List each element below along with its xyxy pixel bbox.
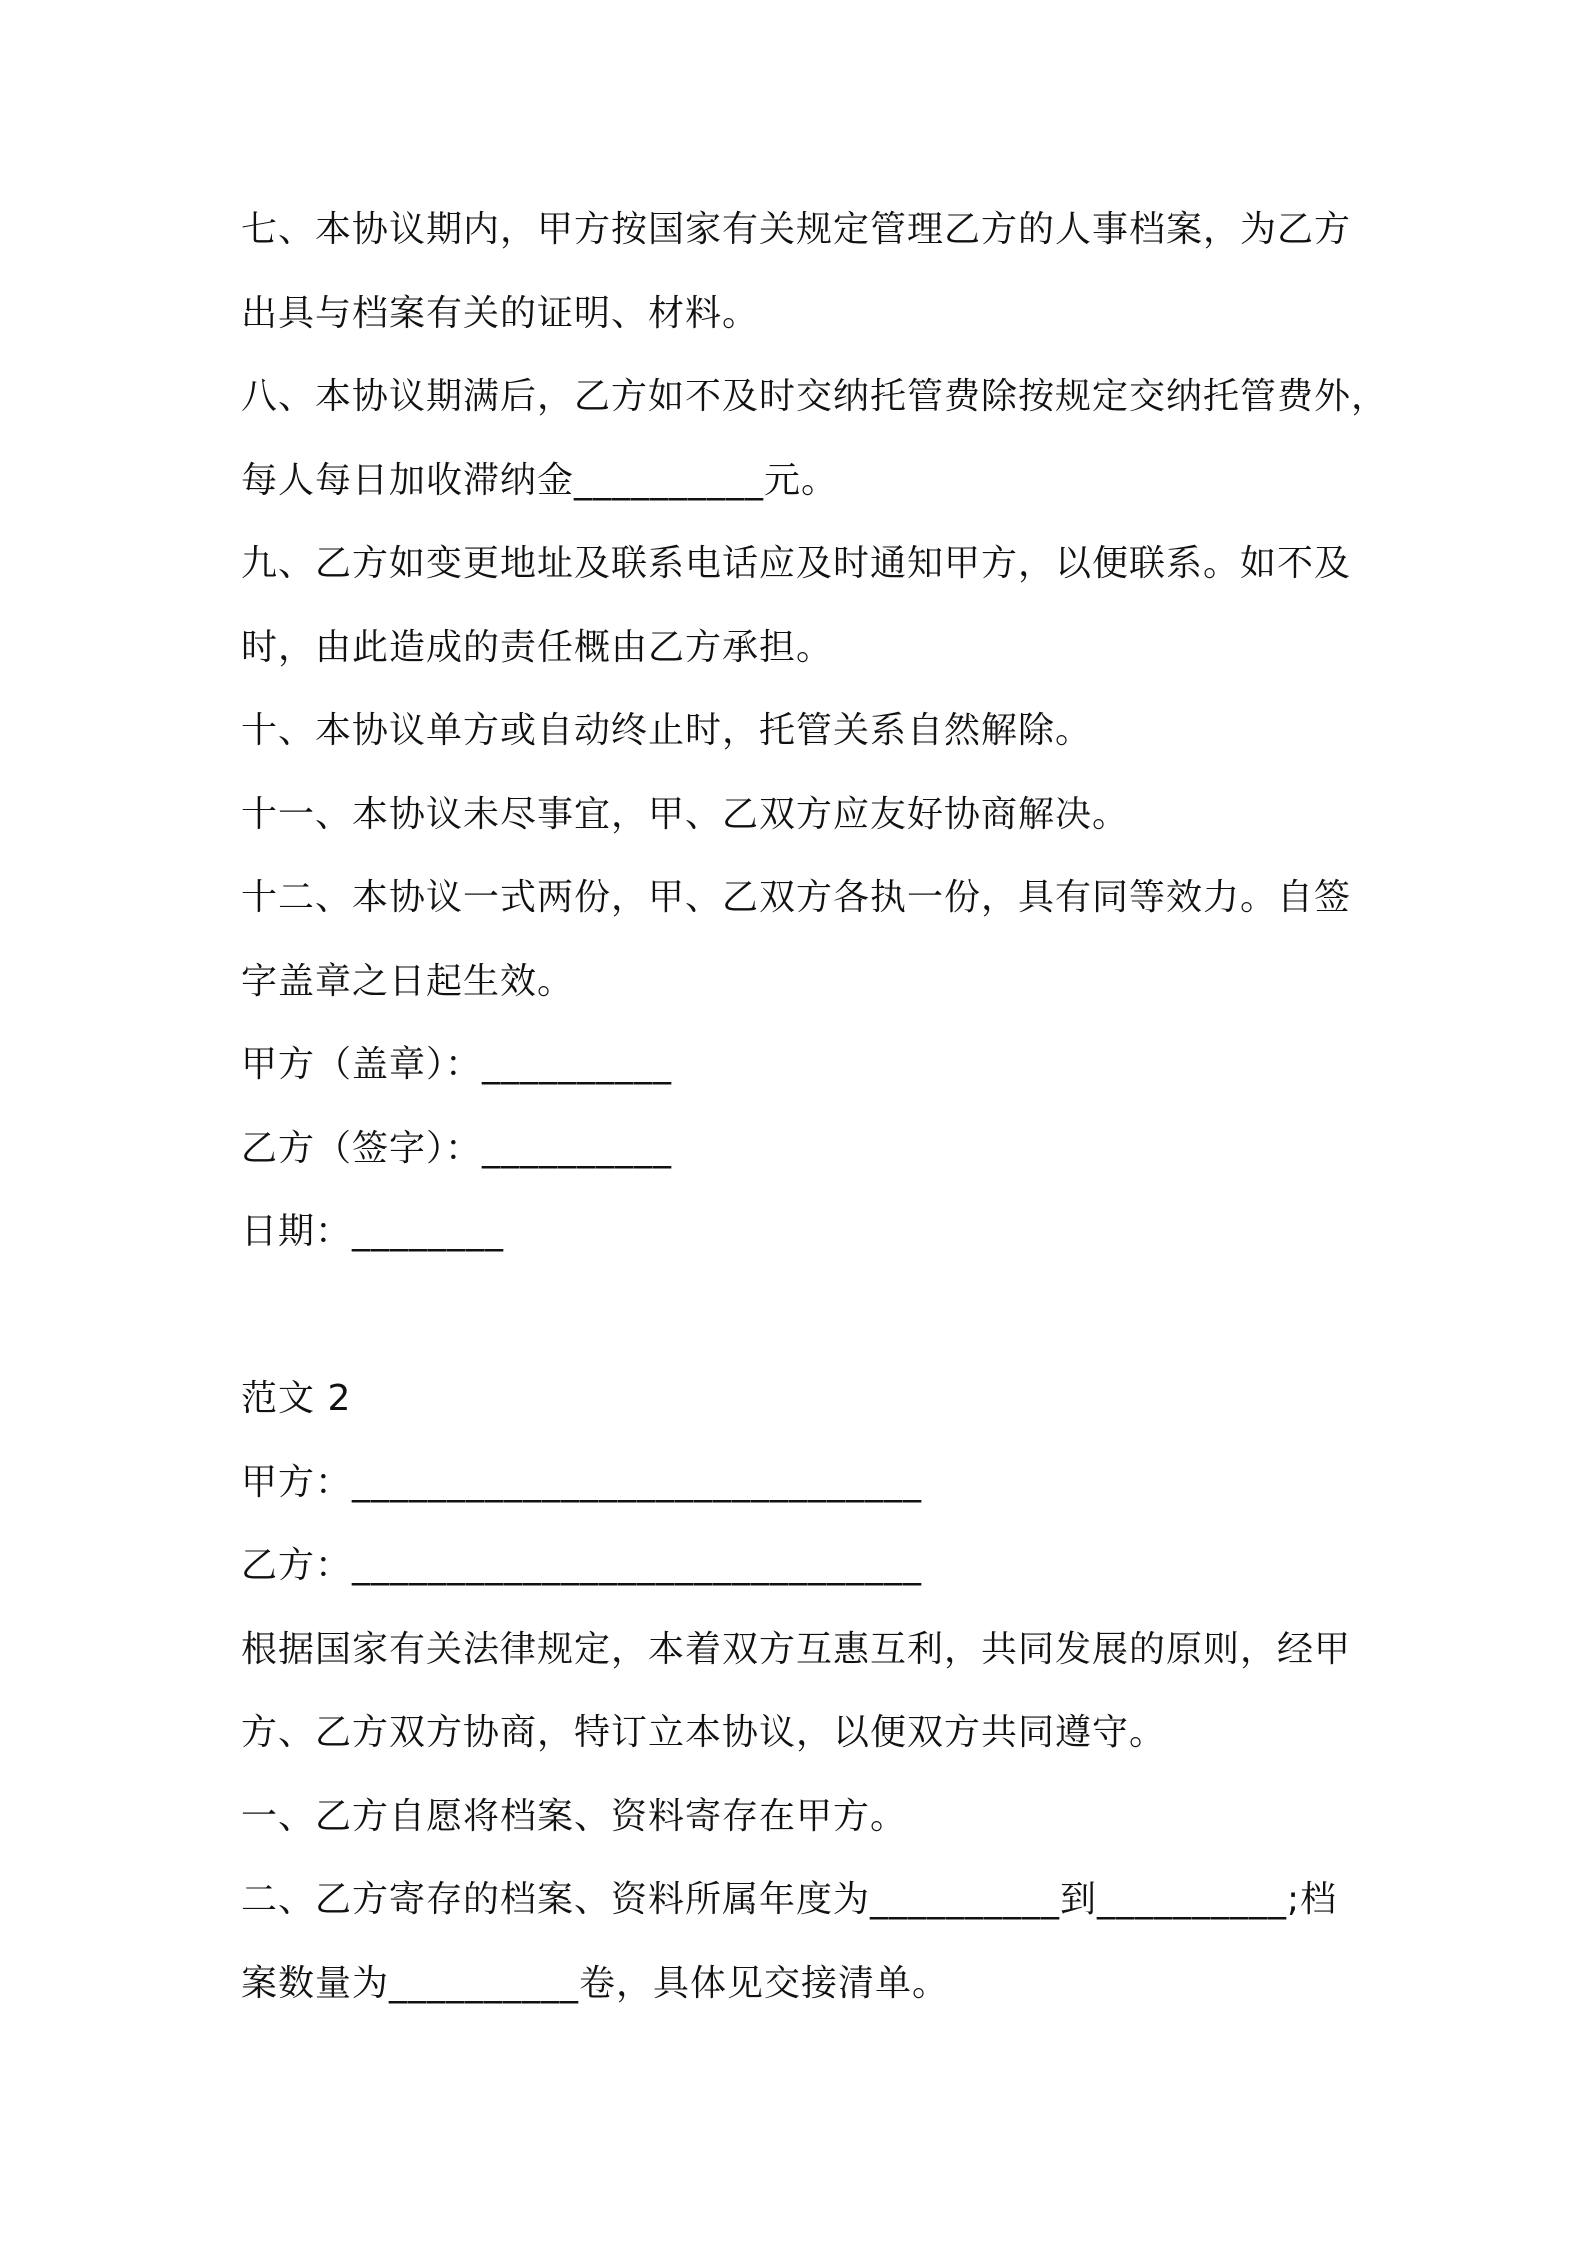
clause-9-line-1: 九、乙方如变更地址及联系电话应及时通知甲方，以便联系。如不及 [241, 543, 1352, 584]
clause-10: 十、本协议单方或自动终止时，托管关系自然解除。 [241, 710, 1093, 751]
clause-1: 一、乙方自愿将档案、资料寄存在甲方。 [241, 1796, 908, 1837]
clause-7-line-1: 七、本协议期内，甲方按国家有关规定管理乙方的人事档案，为乙方 [241, 209, 1352, 250]
clause-8-line-2: 每人每日加收滞纳金__________元。 [241, 460, 839, 501]
party-b-signature-line: 乙方（签字）：__________ [241, 1128, 673, 1169]
clause-2-line-1: 二、乙方寄存的档案、资料所属年度为__________到__________;档 [241, 1879, 1338, 1920]
party-b-line: 乙方：______________________________ [241, 1545, 923, 1586]
clause-9-line-2: 时，由此造成的责任概由乙方承担。 [241, 627, 834, 668]
clause-8-line-1: 八、本协议期满后，乙方如不及时交纳托管费除按规定交纳托管费外， [241, 376, 1389, 417]
preamble-line-1: 根据国家有关法律规定，本着双方互惠互利，共同发展的原则，经甲 [241, 1629, 1352, 1670]
party-a-seal-line: 甲方（盖章）：__________ [241, 1044, 673, 1085]
clause-2-line-2: 案数量为__________卷，具体见交接清单。 [241, 1963, 950, 2004]
preamble-line-2: 方、乙方双方协商，特订立本协议，以便双方共同遵守。 [241, 1712, 1167, 1753]
clause-12-line-1: 十二、本协议一式两份，甲、乙双方各执一份，具有同等效力。自签 [241, 877, 1352, 918]
clause-7-line-2: 出具与档案有关的证明、材料。 [241, 293, 760, 334]
date-line: 日期：________ [241, 1211, 505, 1252]
party-a-line: 甲方：______________________________ [241, 1462, 923, 1503]
section-title-sample-2: 范文 2 [241, 1378, 352, 1419]
clause-11: 十一、本协议未尽事宜，甲、乙双方应友好协商解决。 [241, 794, 1130, 835]
clause-12-line-2: 字盖章之日起生效。 [241, 961, 575, 1002]
